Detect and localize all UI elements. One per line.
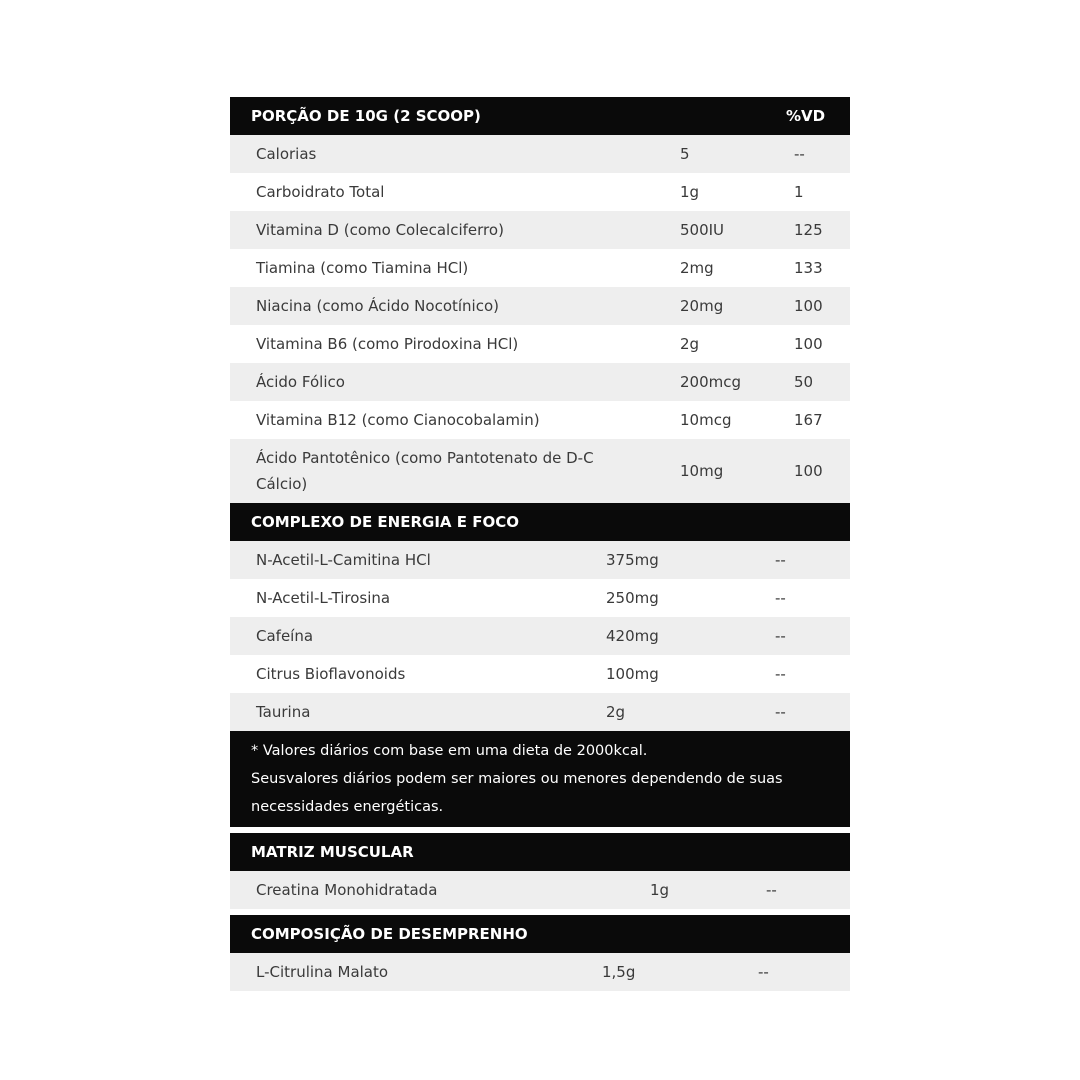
table-row [230, 173, 850, 211]
ingredient-amount: 375mg [606, 551, 659, 569]
nutrient-amount: 1g [680, 183, 700, 201]
nutrient-vd: -- [794, 145, 805, 163]
nutrient-name: Vitamina B12 (como Cianocobalamin) [256, 411, 540, 429]
nutrient-vd: 167 [794, 411, 823, 429]
table-row [230, 693, 850, 731]
table-row [230, 541, 850, 579]
ingredient-amount: 100mg [606, 665, 659, 683]
section-title: COMPLEXO DE ENERGIA E FOCO [251, 513, 519, 531]
nutrient-amount: 10mg [680, 462, 724, 480]
ingredient-amount: 2g [606, 703, 626, 721]
ingredient-vd: -- [775, 589, 786, 607]
ingredient-vd: -- [766, 881, 777, 899]
nutrient-name: Niacina (como Ácido Nocotínico) [256, 297, 499, 315]
nutrient-name: Calorias [256, 145, 317, 163]
ingredient-amount: 1,5g [602, 963, 636, 981]
nutrient-vd: 125 [794, 221, 823, 239]
ingredient-vd: -- [775, 665, 786, 683]
nutrient-amount: 2g [680, 335, 700, 353]
nutrient-amount: 2mg [680, 259, 714, 277]
section-title: MATRIZ MUSCULAR [251, 843, 414, 861]
ingredient-vd: -- [775, 627, 786, 645]
ingredient-amount: 1g [650, 881, 670, 899]
nutrient-name: Vitamina B6 (como Pirodoxina HCl) [256, 335, 519, 353]
daily-values-note [230, 731, 850, 827]
table-row [230, 871, 850, 909]
table-row [230, 655, 850, 693]
ingredient-name: N-Acetil-L-Tirosina [256, 589, 391, 607]
ingredient-vd: -- [775, 703, 786, 721]
nutrient-vd: 100 [794, 335, 823, 353]
nutrient-vd: 50 [794, 373, 814, 391]
nutrient-vd: 1 [794, 183, 804, 201]
ingredient-name: Taurina [256, 703, 311, 721]
note-line: Seusvalores diários podem ser maiores ou menores dependendo de suas [251, 771, 783, 787]
table-row [230, 249, 850, 287]
nutrient-name: Carboidrato Total [256, 183, 385, 201]
nutrient-amount: 10mcg [680, 411, 732, 429]
table-row [230, 617, 850, 655]
portion-title: PORÇÃO DE 10G (2 SCOOP) [251, 107, 481, 125]
nutrient-name: Ácido Fólico [256, 373, 345, 391]
portion-header [230, 97, 850, 135]
ingredient-vd: -- [758, 963, 769, 981]
energy-section-header [230, 503, 850, 541]
table-row [230, 287, 850, 325]
ingredient-name: Citrus Bioflavonoids [256, 665, 406, 683]
nutrient-name: Tiamina (como Tiamina HCl) [256, 259, 469, 277]
vd-column-header: %VD [786, 107, 826, 125]
muscle-section-header [230, 833, 850, 871]
nutrient-amount: 5 [680, 145, 690, 163]
nutrient-vd: 133 [794, 259, 823, 277]
ingredient-amount: 250mg [606, 589, 659, 607]
table-row [230, 953, 850, 991]
nutrition-table [230, 97, 850, 991]
note-line: * Valores diários com base em uma dieta de 2000kcal. [251, 743, 648, 759]
note-line: necessidades energéticas. [251, 799, 444, 815]
nutrient-name-line1: Ácido Pantotênico (como Pantotenato de D-C [256, 449, 594, 467]
nutrient-amount: 500IU [680, 221, 725, 239]
nutrient-amount: 200mcg [680, 373, 742, 391]
ingredient-name: Creatina Monohidratada [256, 881, 438, 899]
nutrient-amount: 20mg [680, 297, 724, 315]
ingredient-vd: -- [775, 551, 786, 569]
nutrient-vd: 100 [794, 462, 823, 480]
table-row [230, 325, 850, 363]
ingredient-name: N-Acetil-L-Camitina HCl [256, 551, 431, 569]
nutrient-name: Vitamina D (como Colecalciferro) [256, 221, 504, 239]
table-row [230, 579, 850, 617]
nutrient-name-line2: Cálcio) [256, 475, 308, 493]
table-row [230, 439, 850, 503]
ingredient-name: L-Citrulina Malato [256, 963, 389, 981]
performance-section-header [230, 915, 850, 953]
table-row [230, 211, 850, 249]
table-row [230, 135, 850, 173]
table-row [230, 401, 850, 439]
section-title: COMPOSIÇÃO DE DESEMPRENHO [251, 925, 528, 943]
ingredient-name: Cafeína [256, 627, 314, 645]
nutrient-vd: 100 [794, 297, 823, 315]
ingredient-amount: 420mg [606, 627, 659, 645]
nutrient-name [256, 445, 594, 497]
table-row [230, 363, 850, 401]
